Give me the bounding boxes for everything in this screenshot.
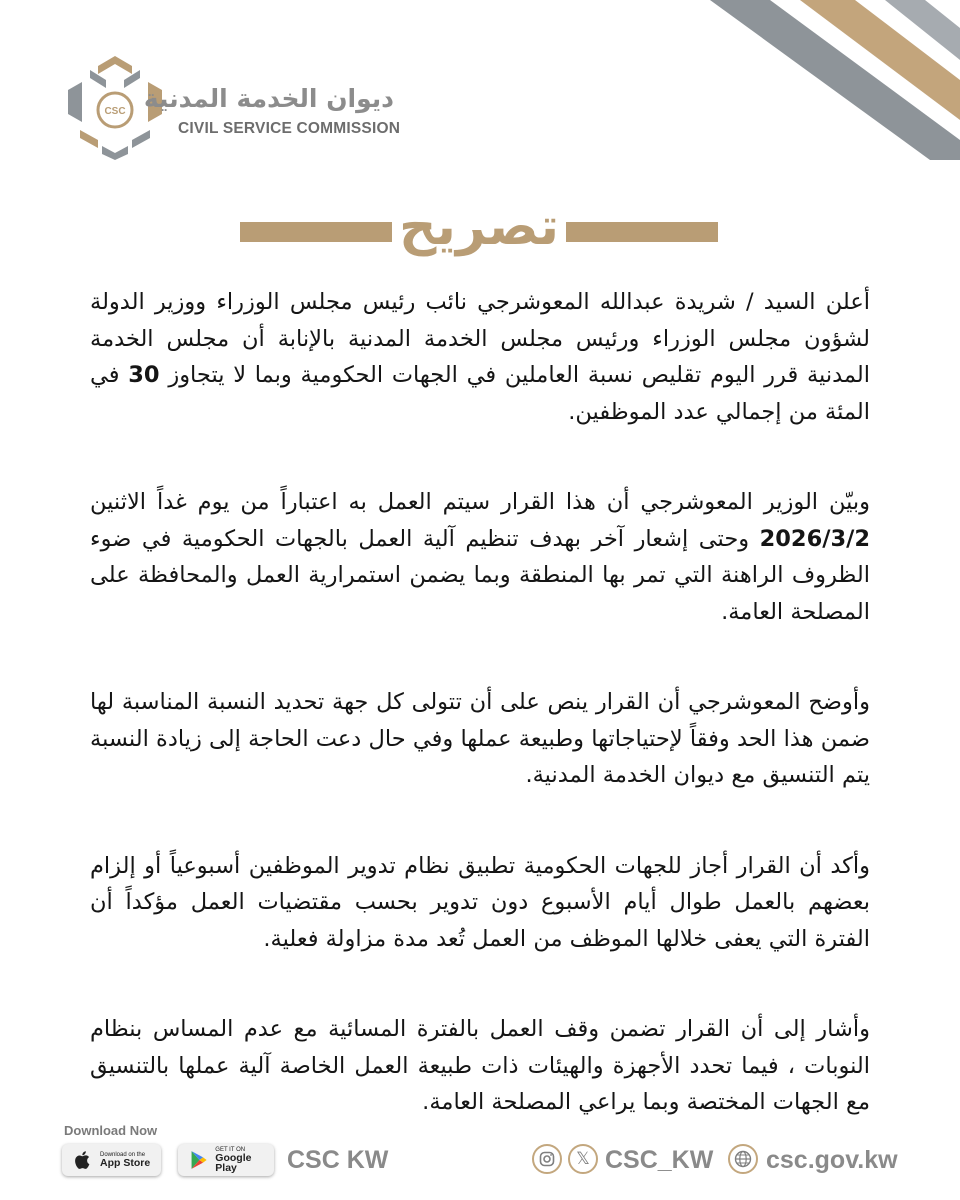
paragraph-2	[90, 484, 870, 630]
title-bar-right	[566, 222, 718, 242]
globe-icon	[734, 1150, 752, 1168]
google-play-button[interactable]	[178, 1144, 274, 1176]
org-name-english: CIVIL SERVICE COMMISSION	[178, 120, 401, 137]
x-icon: 𝕏	[576, 1149, 590, 1168]
instagram-link[interactable]	[532, 1144, 562, 1174]
download-label: Download Now	[64, 1123, 158, 1138]
app-store-button[interactable]	[62, 1144, 161, 1176]
paragraph-text: أعلن السيد / شريدة عبدالله المعوشرجي نائب رئيس مجلس الوزراء ووزير الدولة لشؤون مجلس الوزراء ورئيس مجلس الخدمة المدنية بالإنابة أن مجلس الخدمة المدنية قرر اليوم تقليص نسبة العاملين في الجهات الحكومية وبما لا يتجاوز	[90, 289, 871, 388]
corner-decoration	[680, 0, 960, 160]
paragraph-text: وبيّن الوزير المعوشرجي أن هذا القرار سيتم العمل به اعتباراً من يوم غداً الاثنين	[90, 489, 870, 515]
org-name-arabic: ديوان الخدمة المدنية	[143, 84, 394, 113]
social-handle: CSC_KW	[605, 1146, 714, 1174]
date-value: 2026/3/2	[759, 525, 870, 552]
page-title: تصريح	[398, 197, 560, 257]
paragraph-text: وأشار إلى أن القرار تضمن وقف العمل بالفترة المسائية مع عدم المساس بنظام النوبات ، فيما تحدد الأجهزة والهيئات ذات طبيعة العمل الخاصة آلية عملها بالتنسيق مع الجهات المختصة وبما يراعي المصلحة العامة.	[90, 1016, 870, 1115]
paragraph-text: وأوضح المعوشرجي أن القرار ينص على أن تتولى كل جهة تحديد النسبة المناسبة لها ضمن هذا الحد وفقاً لإحتياجاتها وطبيعة عملها وفي حال دعت الحاجة إلى زيادة النسبة يتم التنسيق مع ديوان الخدمة المدنية.	[90, 689, 870, 788]
website-link[interactable]	[728, 1144, 758, 1174]
percentage-value: 30	[128, 362, 160, 388]
google-play-icon	[188, 1149, 209, 1171]
paragraph-text: وأكد أن القرار أجاز للجهات الحكومية تطبيق نظام تدوير الموظفين أسبوعياً أو إلزام بعضهم بالعمل طوال أيام الأسبوع دون تدوير بحسب مقتضيات العمل مؤكداً أن الفترة التي يعفى خلالها الموظف من العمل تُعد مدة مزاولة فعلية.	[90, 852, 870, 952]
instagram-icon	[539, 1151, 555, 1167]
apple-icon	[72, 1149, 94, 1171]
website-url[interactable]: csc.gov.kw	[766, 1146, 898, 1174]
paragraph-4	[90, 848, 870, 958]
x-link[interactable]	[568, 1144, 598, 1174]
paragraph-text: وحتى إشعار آخر بهدف تنظيم آلية العمل بالجهات الحكومية في ضوء الظروف الراهنة التي تمر بها المنطقة وبما يضمن استمرارية العمل والمحافظة على المصلحة العامة.	[90, 525, 870, 625]
google-play-small-text: GET IT ON	[215, 1146, 246, 1153]
paragraph-1	[90, 284, 870, 430]
statement-body	[90, 284, 870, 1175]
logo-text: CSC	[104, 106, 126, 117]
app-store-small-text: Download on the	[100, 1151, 146, 1158]
app-store-label: App Store	[100, 1156, 151, 1169]
app-name: CSC KW	[287, 1146, 389, 1174]
paragraph-3	[90, 684, 870, 794]
title-bar-left	[240, 222, 392, 242]
paragraph-text: في المئة من إجمالي عدد الموظفين.	[90, 362, 870, 425]
google-play-label: Google Play	[215, 1151, 252, 1174]
paragraph-5	[90, 1011, 870, 1121]
